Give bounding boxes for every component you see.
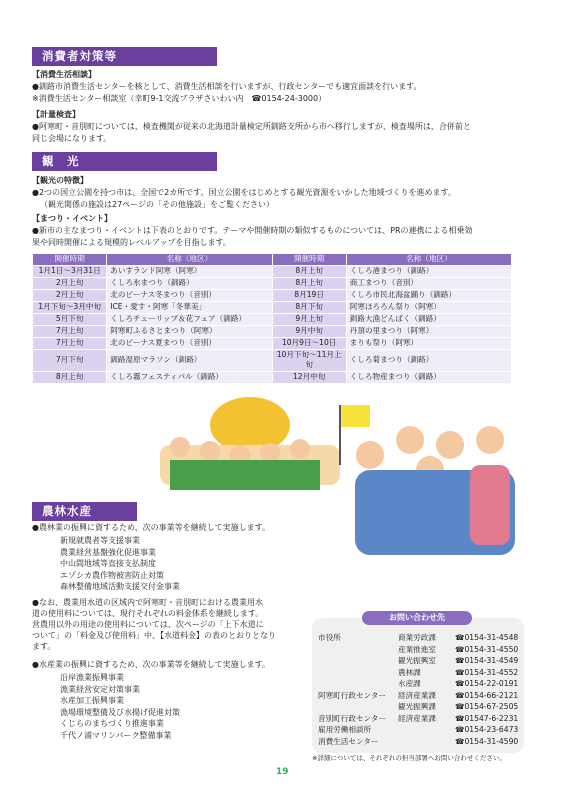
contact-office: 消費生活センター	[318, 736, 379, 746]
agri-line1: ●農林業の振興に資するため、次の事業等を継続して実施します。	[32, 523, 271, 532]
contact-phone: ☎0154-66-2121	[455, 690, 519, 700]
event-period: 5月下旬	[33, 314, 107, 326]
event-period: 10月下旬～11月上旬	[272, 350, 346, 372]
event-row	[33, 278, 512, 290]
page-number: 19	[276, 767, 289, 777]
event-name: くしろ港まつり（釧路）	[346, 266, 511, 278]
contact-dept: 観光振興室	[398, 656, 436, 665]
contact-title: お問い合わせ先	[362, 611, 472, 625]
agri-heading: 農林水産	[32, 502, 137, 521]
agri-line6: ます。	[32, 642, 56, 651]
event-period: 8月19日	[272, 290, 346, 302]
event-period: 2月上旬	[33, 290, 107, 302]
contact-phone: ☎0154-31-4552	[455, 667, 519, 677]
agri-item: 漁業経営安定対策事業	[60, 684, 140, 694]
tourism-line4: 果や同時開催による規模的レベルアップを目指します。	[32, 238, 231, 247]
event-name: ICE・愛す・阿寒「冬華美」	[107, 302, 272, 314]
consumer-line2: ※消費生活センター相談室（幸町9-1交流プラザさいわい内 ☎0154-24-3000）	[32, 94, 327, 103]
event-name: あいすランド阿寒（阿寒）	[107, 266, 272, 278]
event-name: 北のビーナス夏まつり（音別）	[107, 338, 272, 350]
contact-office: 雇用労働相談所	[318, 725, 372, 734]
event-period: 10月9日～10日	[272, 338, 346, 350]
agri-line2: ●なお、農業用水道の区域内で阿寒町・音別町における農業用水	[32, 598, 263, 607]
event-name: 釧路湿原マラソン（釧路）	[107, 350, 272, 372]
tourism-heading: 観 光	[32, 152, 217, 171]
contact-office: 音別町行政センター	[318, 713, 387, 723]
tourism-line3: ●新市の主なまつり・イベントは下表のとおりです。テーマや開催時期の類似するものについては、PRの連携による相乗効	[32, 226, 473, 235]
event-name: まりも祭り（阿寒）	[346, 338, 511, 350]
agri-item: 千代ノ浦マリンパーク整備事業	[60, 730, 172, 740]
event-period: 9月中旬	[272, 326, 346, 338]
contact-dept: 経済産業課	[398, 690, 436, 700]
event-name: 丹頂の里まつり（阿寒）	[346, 326, 511, 338]
agri-item: 新規就農者等支援事業	[60, 536, 140, 545]
agri-item: くじらのまちづくり推進事業	[60, 719, 164, 728]
event-row	[33, 266, 512, 278]
agri-item: 漁場環境整備及び水揚げ促進対策	[60, 707, 180, 717]
agri-list-2	[60, 672, 180, 741]
agri-item: エゾシカ農作物被害防止対策	[60, 570, 164, 580]
event-period: 1月1日～3月31日	[33, 266, 107, 278]
event-period: 1月下旬～3月中旬	[33, 302, 107, 314]
col-name: 名称（地区）	[107, 254, 272, 266]
event-row	[33, 338, 512, 350]
event-period: 12月中旬	[272, 371, 346, 383]
event-period: 8月下旬	[272, 302, 346, 314]
contact-dept: 経済産業課	[398, 713, 436, 723]
agri-line3: 道の使用料については、現行それぞれの料金体系を継続します。	[32, 609, 264, 618]
event-row	[33, 326, 512, 338]
contact-phone: ☎0154-31-4550	[455, 644, 519, 654]
contact-note: ※詳細については、それぞれの担当部署へお問い合わせください。	[312, 754, 506, 762]
tourism-line1: ●2つの国立公園を持つ市は、全国で2カ所です。国立公園をはじめとする観光資源をいかした地域づくりを進めます。	[32, 188, 456, 197]
agri-line5: ついて」の「料金及び使用料」中、【水道料金】の表のとおりとなり	[32, 631, 276, 640]
consumer-heading: 消費者対策等	[32, 47, 217, 66]
consumer-line4: 同じ会場になります。	[32, 134, 112, 143]
agri-item: 森林整備地域活動支援交付金事業	[60, 582, 180, 591]
agri-item: 水産加工振興事業	[60, 696, 124, 705]
event-period: 2月上旬	[33, 278, 107, 290]
event-period: 7月上旬	[33, 338, 107, 350]
agri-line7: ●水産業の振興に資するため、次の事業等を継続して実施します。	[32, 660, 271, 669]
event-name: 商工まつり（音別）	[346, 278, 511, 290]
event-row	[33, 290, 512, 302]
consumer-sub2: 【計量検査】	[32, 110, 80, 119]
event-row	[33, 314, 512, 326]
event-period: 7月下旬	[33, 350, 107, 372]
contact-phone: ☎0154-23-6473	[455, 725, 519, 734]
event-period: 8月上旬	[272, 266, 346, 278]
contact-phone: ☎0154-31-4549	[455, 656, 519, 665]
tourism-line2: （観光関係の施設は27ページの「その他施設」をご覧ください）	[40, 200, 275, 209]
agri-item: 沿岸漁業振興事業	[60, 673, 124, 682]
event-row	[33, 350, 512, 372]
event-name: 阿寒町ふるさとまつり（阿寒）	[107, 326, 272, 338]
event-period: 7月上旬	[33, 326, 107, 338]
event-period: 8月上旬	[33, 371, 107, 383]
event-name: くしろ市民北海盆踊り（釧路）	[346, 290, 511, 302]
col-period-2: 開催時期	[272, 254, 346, 266]
contact-dept: 産業推進室	[398, 644, 436, 654]
contact-dept: 商業労政課	[398, 633, 436, 642]
events-table	[32, 253, 512, 384]
tourism-sub2: 【まつり・イベント】	[32, 214, 112, 223]
agri-list-1	[60, 535, 180, 593]
event-period: 8月上旬	[272, 278, 346, 290]
col-period: 開催時期	[33, 254, 107, 266]
contact-dept: 農林課	[398, 667, 421, 677]
consumer-sub1: 【消費生活相談】	[32, 70, 96, 79]
col-name-2: 名称（地区）	[346, 254, 511, 266]
contact-phone: ☎0154-31-4590	[455, 736, 519, 746]
event-period: 9月上旬	[272, 314, 346, 326]
tourism-sub1: 【観光の特徴】	[32, 176, 88, 185]
agri-line4: 営農用以外の用途の使用料については、次ページの「上下水道に	[32, 620, 264, 629]
event-name: 釧路大漁どんぱく（釧路）	[346, 314, 511, 326]
contact-office: 市役所	[318, 633, 341, 642]
contact-phone: ☎0154-31-4548	[455, 633, 519, 642]
event-name: くしろ氷まつり（釧路）	[107, 278, 272, 290]
event-name: くしろ霧フェスティバル（釧路）	[107, 371, 272, 383]
event-row	[33, 302, 512, 314]
event-name: 北のビーナス冬まつり（音別）	[107, 290, 272, 302]
event-name: 阿寒ほろろん祭り（阿寒）	[346, 302, 511, 314]
contact-office: 阿寒町行政センター	[318, 690, 387, 700]
contact-dept: 水産課	[398, 679, 421, 688]
contact-phone: ☎0154-67-2505	[455, 702, 519, 711]
contact-dept: 観光振興課	[398, 702, 436, 711]
contact-phone: ☎01547-6-2231	[455, 713, 519, 723]
event-name: くしろ菊まつり（釧路）	[346, 350, 511, 372]
agri-item: 中山間地域等直接支払制度	[60, 559, 156, 568]
event-name: くしろチューリップ＆花フェア（釧路）	[107, 314, 272, 326]
consumer-line3: ●阿寒町・音別町については、検査機関が従来の北海道計量検定所釧路支所から市へ移行しますが、検査場所は、合併前と	[32, 122, 471, 131]
contact-phone: ☎0154-22-0191	[455, 679, 519, 688]
festival-crowd-illustration	[140, 385, 535, 565]
agri-item: 農業経営基盤強化促進事業	[60, 547, 156, 557]
event-row	[33, 371, 512, 383]
event-name: くしろ物産まつり（釧路）	[346, 371, 511, 383]
consumer-line1: ●釧路市消費生活センターを核として、消費生活相談を行いますが、行政センターでも適宜面談を行います。	[32, 82, 422, 91]
